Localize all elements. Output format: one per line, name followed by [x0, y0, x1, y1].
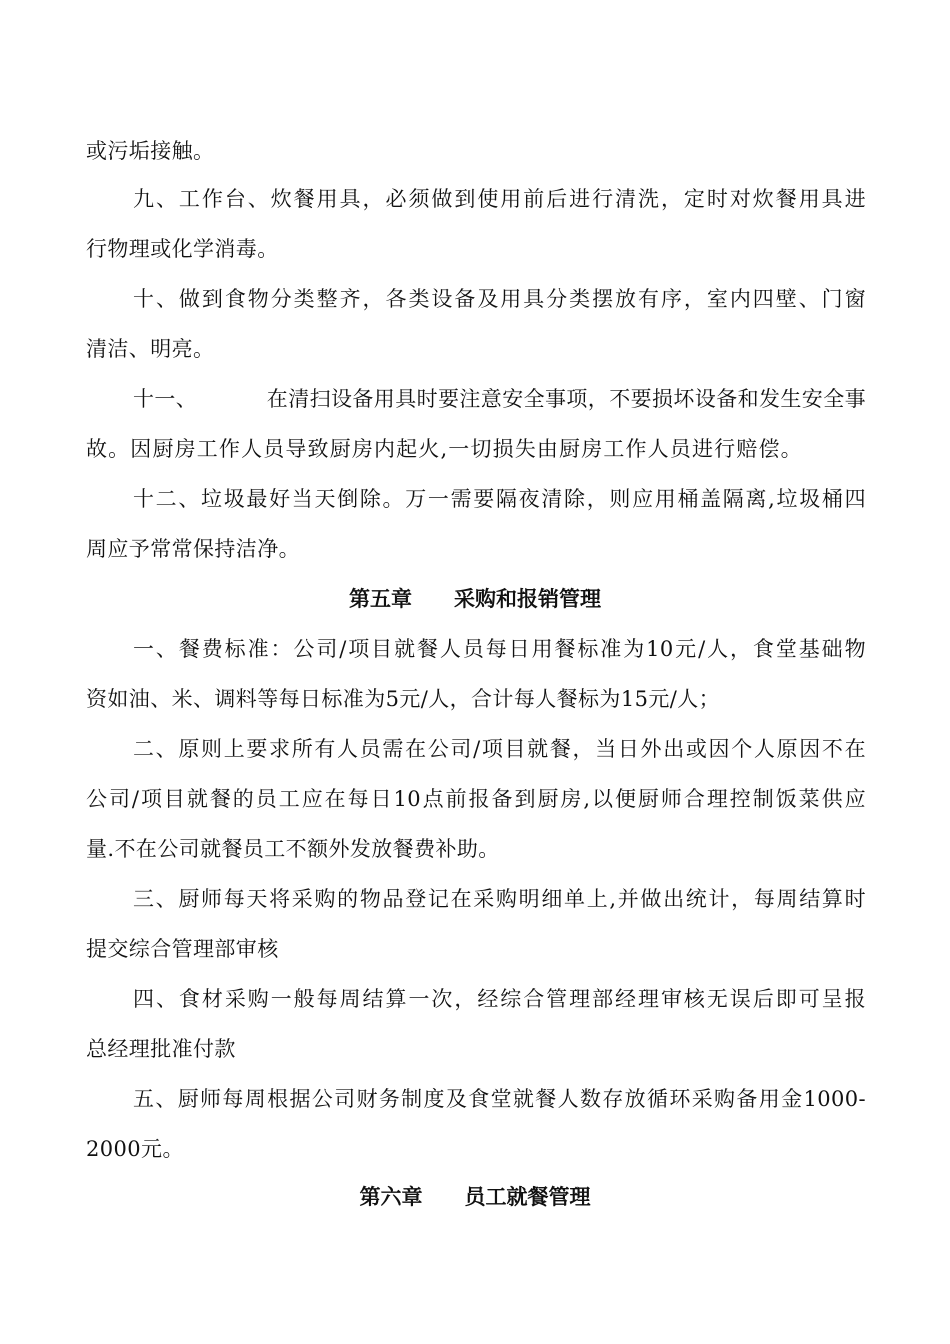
text-line: 三、厨师每天将采购的物品登记在采购明细单上,并做出统计，每周结算时 [133, 887, 866, 911]
item-eleven-text: 在清扫设备用具时要注意安全事项，不要损坏设备和发生安全事 [266, 387, 866, 411]
text-line: 一、餐费标准：公司/项目就餐人员每日用餐标准为10元/人，食堂基础物 [133, 637, 866, 661]
text-line: 故。因厨房工作人员导致厨房内起火,一切损失由厨房工作人员进行赔偿。 [86, 437, 802, 461]
text-line: 提交综合管理部审核 [86, 937, 279, 961]
text-line: 或污垢接触。 [86, 139, 215, 163]
chapter-five-heading: 第五章 采购和报销管理 [349, 586, 601, 611]
text-line: 量.不在公司就餐员工不额外发放餐费补助。 [86, 837, 500, 861]
text-line: 资如油、米、调料等每日标准为5元/人，合计每人餐标为15元/人； [86, 687, 721, 711]
text-line: 五、厨师每周根据公司财务制度及食堂就餐人数存放循环采购备用金1000- [133, 1087, 866, 1111]
text-line: 2000元。 [86, 1137, 184, 1161]
item-eleven-line [133, 383, 913, 415]
text-line: 清洁、明亮。 [86, 337, 215, 361]
text-line: 公司/项目就餐的员工应在每日10点前报备到厨房,以便厨师合理控制饭菜供应 [86, 787, 866, 811]
text-line: 十、做到食物分类整齐，各类设备及用具分类摆放有序，室内四壁、门窗 [133, 287, 866, 311]
text-line: 周应予常常保持洁净。 [86, 537, 300, 561]
text-line: 九、工作台、炊餐用具，必须做到使用前后进行清洗，定时对炊餐用具进 [133, 187, 866, 211]
item-eleven-number: 十一、 [133, 387, 198, 411]
item-eleven-row [133, 383, 866, 415]
text-line: 四、食材采购一般每周结算一次，经综合管理部经理审核无误后即可呈报 [133, 987, 866, 1011]
text-line: 行物理或化学消毒。 [86, 237, 279, 261]
text-line: 十二、垃圾最好当天倒除。万一需要隔夜清除，则应用桶盖隔离,垃圾桶四 [133, 487, 866, 511]
chapter-six-heading: 第六章 员工就餐管理 [359, 1184, 591, 1209]
text-line: 二、原则上要求所有人员需在公司/项目就餐，当日外出或因个人原因不在 [133, 737, 866, 761]
text-line: 总经理批准付款 [86, 1037, 236, 1061]
